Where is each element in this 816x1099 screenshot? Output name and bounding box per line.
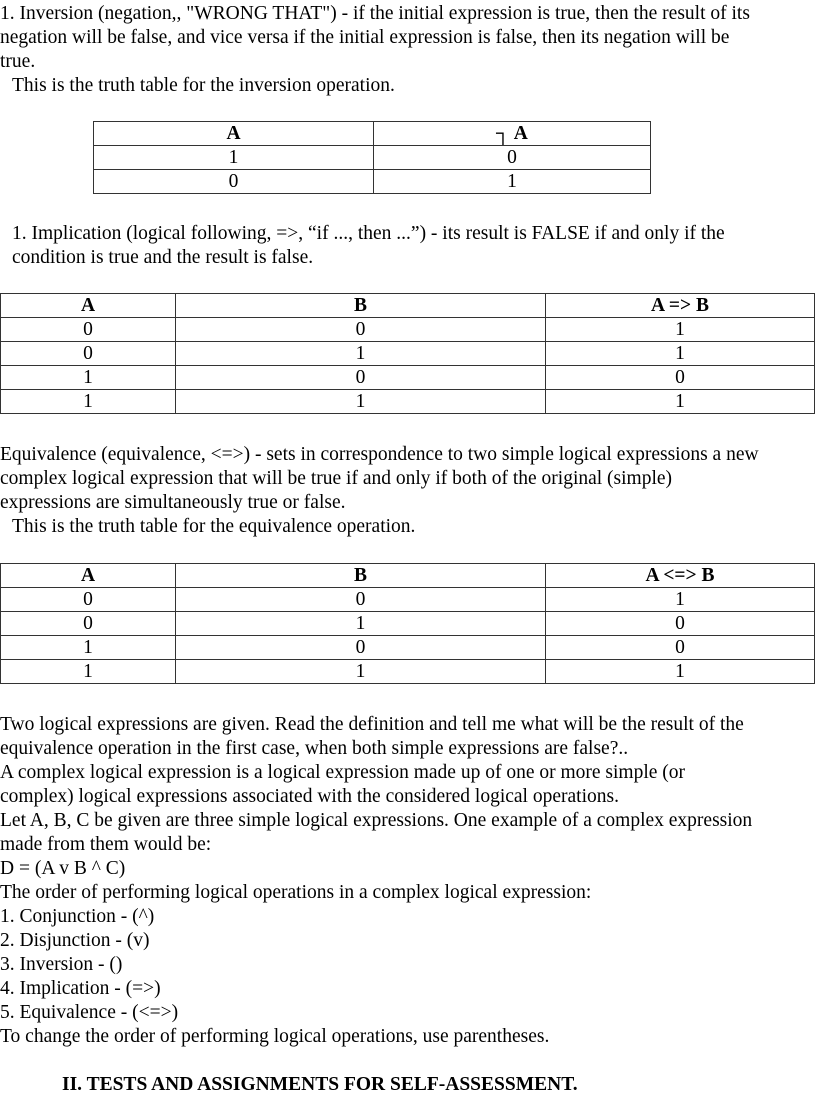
body-line: equivalence operation in the first case, when both simple expressions are false?.. bbox=[0, 738, 629, 759]
inversion-table-intro: This is the truth table for the inversion operation. bbox=[12, 75, 395, 96]
table-cell: 0 bbox=[546, 612, 815, 636]
table-row bbox=[1, 636, 815, 660]
body-line: Let A, B, C be given are three simple logical expressions. One example of a complex expression bbox=[0, 810, 753, 831]
table-row bbox=[1, 342, 815, 366]
table-header: ┐ A bbox=[374, 122, 651, 146]
table-cell: 0 bbox=[1, 612, 176, 636]
order-list-item: 3. Inversion - () bbox=[0, 954, 123, 975]
table-header: A bbox=[94, 122, 374, 146]
section-heading: II. TESTS AND ASSIGNMENTS FOR SELF-ASSESSMENT. bbox=[62, 1074, 578, 1095]
table-header: A => B bbox=[546, 294, 815, 318]
table-cell: 0 bbox=[176, 636, 546, 660]
table-cell: 0 bbox=[1, 342, 176, 366]
body-line: Two logical expressions are given. Read the definition and tell me what will be the result of the bbox=[0, 714, 744, 735]
table-header-row bbox=[94, 122, 651, 146]
body-line: To change the order of performing logical operations, use parentheses. bbox=[0, 1026, 550, 1047]
inversion-truth-table bbox=[93, 121, 651, 194]
table-header: B bbox=[176, 564, 546, 588]
table-cell: 0 bbox=[1, 588, 176, 612]
order-list-item: 4. Implication - (=>) bbox=[0, 978, 161, 999]
table-cell: 1 bbox=[1, 366, 176, 390]
formula-example: D = (A v B ^ C) bbox=[0, 858, 126, 879]
equivalence-text-line-1: Equivalence (equivalence, <=>) - sets in correspondence to two simple logical expressions a new bbox=[0, 444, 759, 465]
inversion-text-line-1: 1. Inversion (negation,, "WRONG THAT") - if the initial expression is true, then the result of its bbox=[0, 3, 750, 24]
table-cell: 0 bbox=[94, 170, 374, 194]
order-list-item: 5. Equivalence - (<=>) bbox=[0, 1002, 179, 1023]
order-list-item: 1. Conjunction - (^) bbox=[0, 906, 155, 927]
table-cell: 0 bbox=[176, 318, 546, 342]
table-header: B bbox=[176, 294, 546, 318]
table-row bbox=[1, 390, 815, 414]
table-header: A bbox=[1, 294, 176, 318]
table-cell: 1 bbox=[546, 660, 815, 684]
equivalence-truth-table bbox=[0, 563, 815, 684]
table-header-row bbox=[1, 294, 815, 318]
table-row bbox=[1, 588, 815, 612]
table-cell: 1 bbox=[176, 612, 546, 636]
inversion-text-line-2: negation will be false, and vice versa if the initial expression is false, then its negation will be bbox=[0, 27, 730, 48]
table-cell: 1 bbox=[176, 660, 546, 684]
implication-text-line-2: condition is true and the result is false. bbox=[12, 247, 314, 268]
table-cell: 0 bbox=[176, 366, 546, 390]
body-line: The order of performing logical operations in a complex logical expression: bbox=[0, 882, 592, 903]
table-cell: 1 bbox=[374, 170, 651, 194]
table-header: A <=> B bbox=[546, 564, 815, 588]
table-cell: 0 bbox=[546, 366, 815, 390]
table-cell: 1 bbox=[1, 660, 176, 684]
table-cell: 1 bbox=[1, 390, 176, 414]
table-row bbox=[1, 318, 815, 342]
table-cell: 0 bbox=[176, 588, 546, 612]
table-cell: 0 bbox=[546, 636, 815, 660]
order-list-item: 2. Disjunction - (v) bbox=[0, 930, 150, 951]
table-cell: 1 bbox=[546, 318, 815, 342]
table-cell: 1 bbox=[176, 390, 546, 414]
body-line: made from them would be: bbox=[0, 834, 212, 855]
table-cell: 1 bbox=[546, 390, 815, 414]
table-cell: 0 bbox=[1, 318, 176, 342]
implication-text-line-1: 1. Implication (logical following, =>, “if ..., then ...”) - its result is FALSE if and only if the bbox=[12, 223, 725, 244]
body-line: complex) logical expressions associated with the considered logical operations. bbox=[0, 786, 619, 807]
table-cell: 0 bbox=[374, 146, 651, 170]
body-line: A complex logical expression is a logical expression made up of one or more simple (or bbox=[0, 762, 686, 783]
table-cell: 1 bbox=[546, 342, 815, 366]
table-row bbox=[94, 170, 651, 194]
equivalence-text-line-2: complex logical expression that will be true if and only if both of the original (simple) bbox=[0, 468, 673, 489]
implication-truth-table bbox=[0, 293, 815, 414]
inversion-text-line-3: true. bbox=[0, 51, 36, 72]
equivalence-table-intro: This is the truth table for the equivalence operation. bbox=[12, 516, 416, 537]
table-row bbox=[1, 612, 815, 636]
table-row bbox=[1, 660, 815, 684]
table-header-row bbox=[1, 564, 815, 588]
table-cell: 1 bbox=[176, 342, 546, 366]
table-row bbox=[94, 146, 651, 170]
equivalence-text-line-3: expressions are simultaneously true or false. bbox=[0, 492, 346, 513]
table-cell: 1 bbox=[546, 588, 815, 612]
table-cell: 1 bbox=[1, 636, 176, 660]
table-cell: 1 bbox=[94, 146, 374, 170]
table-header: A bbox=[1, 564, 176, 588]
table-row bbox=[1, 366, 815, 390]
